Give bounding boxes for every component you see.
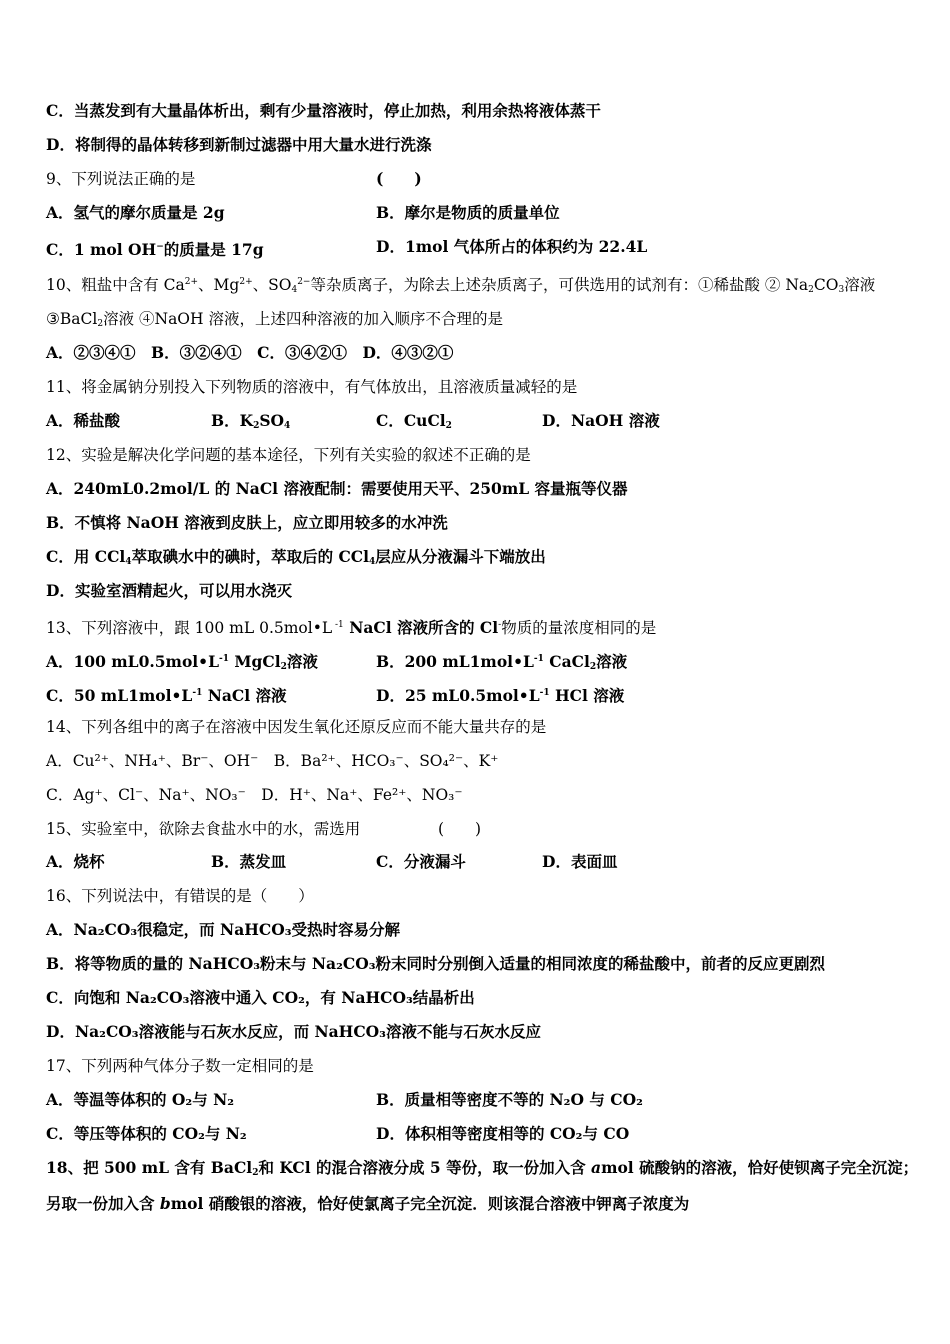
q17-option-a: A．等温等体积的 O₂与 N₂ (46, 1090, 235, 1109)
q14-options-ab: A．Cu²⁺、NH₄⁺、Br⁻、OH⁻ B．Ba²⁺、HCO₃⁻、SO₄²⁻、K⁺ (46, 752, 499, 770)
q12-option-d: D．实验室酒精起火，可以用水浇灭 (46, 581, 292, 600)
q15-option-a: A．烧杯 (46, 852, 105, 871)
q12-option-c: C．用 CCl$_4$萃取碘水中的碘时，萃取后的 CCl$_4$层应从分液漏斗下端放出 (46, 547, 546, 567)
q11-option-b: B．$K_2SO_4$ (211, 411, 291, 431)
q15-option-c: C．分液漏斗 (376, 852, 466, 871)
q15-option-d: D．表面皿 (542, 852, 618, 871)
q17-options-cd (46, 1123, 930, 1145)
q9-options-ab (46, 202, 930, 224)
q14-options-cd: C．Ag⁺、Cl⁻、Na⁺、NO₃⁻ D．H⁺、Na⁺、Fe²⁺、NO₃⁻ (46, 786, 463, 804)
q9-stem-line (46, 168, 930, 190)
q16-option-b: B．将等物质的量的 NaHCO₃粉末与 Na₂CO₃粉末同时分别倒入适量的相同浓度的稀盐酸中，前者的反应更剧烈 (46, 954, 826, 973)
q13-options-ab (46, 648, 930, 670)
q15-stem: 15、实验室中，欲除去食盐水中的水，需选用 (46, 820, 361, 838)
q13-option-a: A．100 $mL0.5mol•L^{-1}$ MgCl$_2$溶液 (46, 652, 318, 672)
q15-stem-line (46, 818, 930, 840)
q17-options-ab (46, 1089, 930, 1111)
q16-option-c: C．向饱和 Na₂CO₃溶液中通入 CO₂，有 NaHCO₃结晶析出 (46, 988, 475, 1007)
q9-option-c: C．1 mol OH−的质量是 17g (46, 240, 264, 259)
q12-option-b: B．不慎将 NaOH 溶液到皮肤上，应立即用较多的水冲洗 (46, 513, 448, 532)
q11-stem: 11、将金属钠分别投入下列物质的溶液中，有气体放出，且溶液质量减轻的是 (46, 378, 578, 396)
q12-option-a: A．240mL0.2mol/L 的 NaCl 溶液配制：需要使用天平、250mL 容量瓶等仪器 (46, 479, 628, 498)
q9-options-cd (46, 236, 930, 258)
q18-stem-line1: 18、把 500 mL 含有 BaCl$_2$和 KCl 的混合溶液分成 5 等份，取一份加入含 amol 硫酸钠的溶液，恰好使钡离子完全沉淀； (46, 1158, 919, 1178)
q13-stem: 13、下列溶液中，跟 100 mL 0.5mol•L $^{-1}$ NaCl 溶液所含的 Cl-物质的量浓度相同的是 (46, 618, 657, 637)
q9-option-d: D．1mol 气体所占的体积约为 22.4L (376, 237, 648, 256)
q9-option-b: B．摩尔是物质的质量单位 (376, 203, 560, 222)
q10-stem-line2: ③BaCl$_2$溶液 ④NaOH 溶液，上述四种溶液的加入顺序不合理的是 (46, 310, 503, 329)
q17-option-b: B．质量相等密度不等的 N₂O 与 CO₂ (376, 1090, 643, 1109)
q18-stem-line2: 另取一份加入含 bmol 硝酸银的溶液，恰好使氯离子完全沉淀．则该混合溶液中钾离子浓度为 (46, 1194, 690, 1213)
q10-options: A．②③④① B．③②④① C．③④②① D．④③②① (46, 343, 454, 362)
q16-option-d: D．Na₂CO₃溶液能与石灰水反应，而 NaHCO₃溶液不能与石灰水反应 (46, 1022, 541, 1041)
q15-options (46, 851, 930, 873)
q13-options-cd (46, 682, 930, 704)
q16-stem: 16、下列说法中，有错误的是（ ） (46, 887, 314, 905)
q11-option-a: A．稀盐酸 (46, 411, 121, 430)
q13-option-b: B．200 $mL1mol•L^{-1}$ CaCl$_2$溶液 (376, 652, 628, 672)
q16-option-a: A．Na₂CO₃很稳定，而 NaHCO₃受热时容易分解 (46, 920, 401, 939)
q11-option-d: D．NaOH 溶液 (542, 411, 660, 430)
q9-answer-paren: ( ) (376, 169, 422, 188)
q9-stem: 9、下列说法正确的是 (46, 170, 196, 188)
q11-option-c: C．CuCl$_2$ (376, 411, 452, 431)
q11-options (46, 410, 930, 432)
q13-option-d: D．25 $mL0.5mol•L^{-1}$ HCl 溶液 (376, 686, 625, 705)
q13-option-c: C．50 $mL1mol•L^{-1}$ NaCl 溶液 (46, 686, 287, 705)
q9-option-a: A．氢气的摩尔质量是 2g (46, 203, 225, 222)
q15-option-b: B．蒸发皿 (211, 852, 287, 871)
q8-option-d: D．将制得的晶体转移到新制过滤器中用大量水进行洗涤 (46, 135, 432, 154)
q14-stem: 14、下列各组中的离子在溶液中因发生氧化还原反应而不能大量共存的是 (46, 718, 547, 736)
q17-option-c: C．等压等体积的 CO₂与 N₂ (46, 1124, 247, 1143)
q17-option-d: D．体积相等密度相等的 CO₂与 CO (376, 1124, 630, 1143)
q15-answer-paren: ( ) (438, 820, 482, 838)
q10-stem-line1: 10、粗盐中含有 $Ca^{2+}$、$Mg^{2+}$、$SO_4^{2-}$等杂质离子，为除去上述杂质离子，可供选用的试剂有：①稀盐酸 ② $Na_2CO_3$溶液 (46, 276, 876, 295)
q8-option-c: C．当蒸发到有大量晶体析出，剩有少量溶液时，停止加热，利用余热将液体蒸干 (46, 101, 601, 120)
q12-stem: 12、实验是解决化学问题的基本途径，下列有关实验的叙述不正确的是 (46, 446, 531, 464)
q17-stem: 17、下列两种气体分子数一定相同的是 (46, 1057, 314, 1075)
